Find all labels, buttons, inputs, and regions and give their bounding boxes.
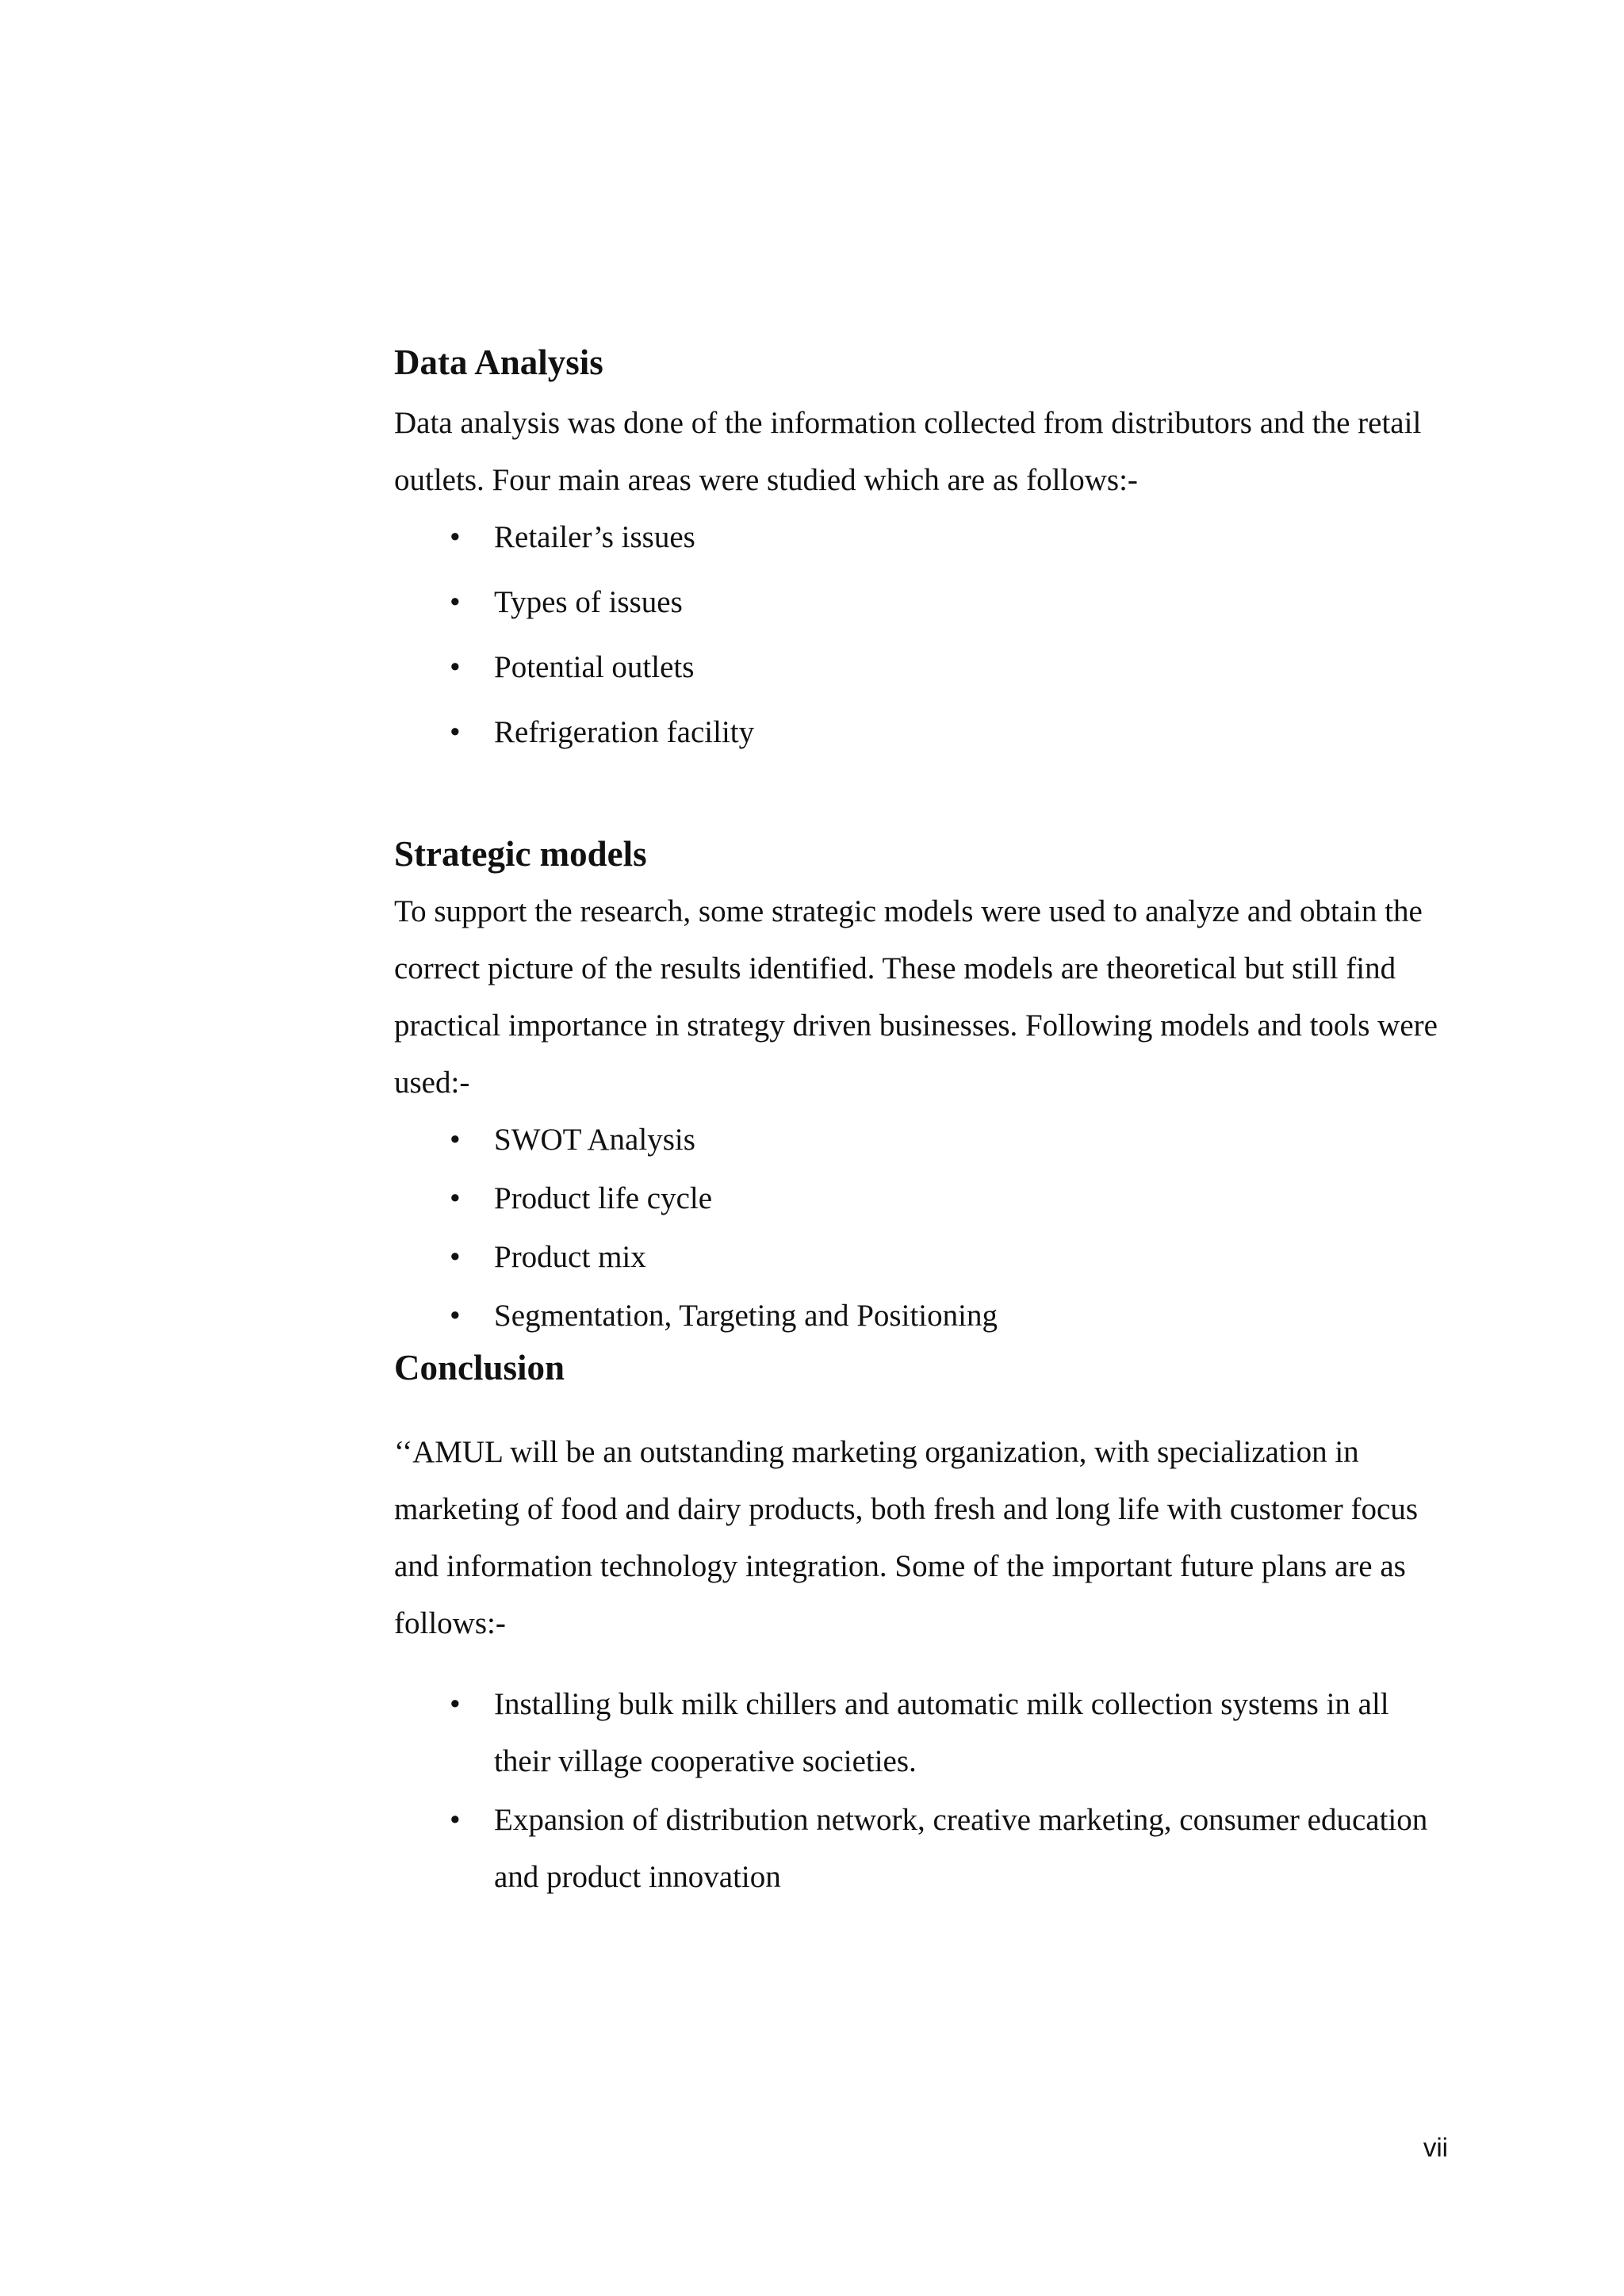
list-item: • Refrigeration facility bbox=[394, 704, 1449, 761]
bullet-icon: • bbox=[450, 520, 461, 554]
section-heading-conclusion: Conclusion bbox=[394, 1348, 565, 1387]
data-analysis-paragraph: Data analysis was done of the information collected from distributors and the retail outlets. Four main areas were studied which are as follows:- bbox=[394, 406, 1422, 497]
conclusion-list bbox=[394, 1676, 1449, 1906]
section-heading-strategic-models: Strategic models bbox=[394, 834, 647, 874]
strategic-models-paragraph: To support the research, some strategic models were used to analyze and obtain the correct picture of the results identified. These models are theoretical but still find practical importance in strategy driven businesses. Following models and tools were used:- bbox=[394, 894, 1438, 1100]
bullet-icon: • bbox=[450, 1240, 461, 1274]
list-item: • Retailer’s issues bbox=[394, 509, 1449, 566]
list-item: • Potential outlets bbox=[394, 639, 1449, 696]
list-item: • Product mix bbox=[394, 1229, 1449, 1286]
page-content bbox=[394, 341, 1449, 1908]
list-item: • Product life cycle bbox=[394, 1170, 1449, 1227]
data-analysis-list bbox=[394, 509, 1449, 761]
bullet-icon: • bbox=[450, 1181, 461, 1215]
list-item: • Installing bulk milk chillers and automatic milk collection systems in all their village cooperative societies. bbox=[394, 1676, 1449, 1790]
page-number: vii bbox=[1423, 2133, 1448, 2162]
bullet-icon: • bbox=[450, 1299, 461, 1333]
list-item: • SWOT Analysis bbox=[394, 1112, 1449, 1169]
conclusion-paragraph: ‘‘AMUL will be an outstanding marketing organization, with specialization in marketing of food and dairy products, both fresh and long life with customer focus and information technology integration. Some of the important future plans are as follows:- bbox=[394, 1435, 1419, 1640]
bullet-icon: • bbox=[450, 585, 461, 619]
list-item: • Segmentation, Targeting and Positioning bbox=[394, 1288, 1449, 1345]
strategic-models-list bbox=[394, 1112, 1449, 1345]
list-item: • Types of issues bbox=[394, 574, 1449, 631]
bullet-icon: • bbox=[450, 715, 461, 749]
bullet-icon: • bbox=[450, 650, 461, 684]
list-item: • Expansion of distribution network, creative marketing, consumer education and product innovation bbox=[394, 1792, 1449, 1906]
section-heading-data-analysis: Data Analysis bbox=[394, 342, 603, 382]
bullet-icon: • bbox=[450, 1123, 461, 1157]
bullet-icon: • bbox=[450, 1687, 461, 1721]
bullet-icon: • bbox=[450, 1803, 461, 1837]
